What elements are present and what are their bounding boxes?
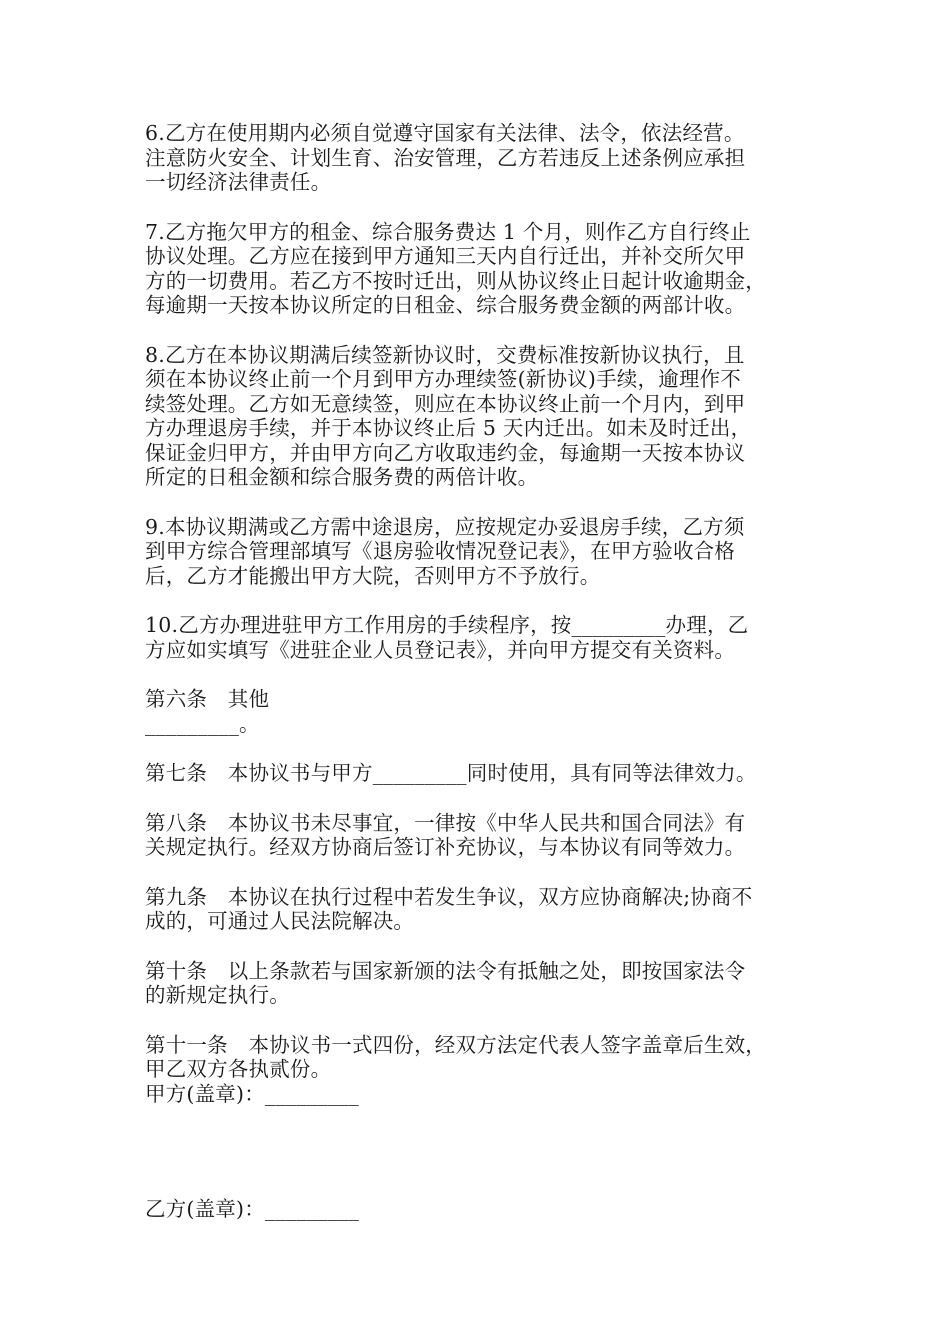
article-6-other: 第六条 其他 _________。 [145,687,270,736]
party-b-signature: 乙方(盖章)：_________ [145,1197,359,1221]
clause-8: 8.乙方在本协议期满后续签新协议时，交费标准按新协议执行，且 须在本协议终止前一个月到甲方办理续签(新协议)手续，逾理作不 续签处理。乙方如无意续签，则应在本协议终止前一个月内，到甲 方办理退房手续，并于本协议终止后 5 天内迁出。如未及时迁出， 保证金归甲方，并由甲方向乙方收取违约金，每逾期一天按本协议 所定的日租金额和综合服务费的两倍计收。 [145,342,752,489]
clause-7: 7.乙方拖欠甲方的租金、综合服务费达 1 个月，则作乙方自行终止 协议处理。乙方应在接到甲方通知三天内自行迁出，并补交所欠甲 方的一切费用。若乙方不按时迁出，则从协议终止日起计收逾期金， 每逾期一天按本协议所定的日租金、综合服务费金额的两部计收。 [145,219,766,317]
article-7: 第七条 本协议书与甲方_________同时使用，具有同等法律效力。 [145,761,757,785]
party-a-signature: 甲方(盖章)：_________ [145,1081,359,1106]
clause-9: 9.本协议期满或乙方需中途退房，应按规定办妥退房手续，乙方须 到甲方综合管理部填写《退房验收情况登记表》，在甲方验收合格 后，乙方才能搬出甲方大院，否则甲方不予放行。 [145,514,745,588]
article-10: 第十条 以上条款若与国家新颁的法令有抵触之处，即按国家法令 的新规定执行。 [145,958,746,1007]
article-11: 第十一条 本协议书一式四份，经双方法定代表人签字盖章后生效， 甲乙双方各执贰份。 [145,1032,766,1081]
article-8: 第八条 本协议书未尽事宜，一律按《中华人民共和国合同法》有 关规定执行。经双方协商后签订补充协议，与本协议有同等效力。 [145,810,746,859]
article-9: 第九条 本协议在执行过程中若发生争议，双方应协商解决;协商不 成的，可通过人民法院解决。 [145,884,753,933]
clause-10: 10.乙方办理进驻甲方工作用房的手续程序，按_________办理，乙 方应如实填写《进驻企业人员登记表》，并向甲方提交有关资料。 [145,613,749,662]
clause-6: 6.乙方在使用期内必须自觉遵守国家有关法律、法令，依法经营。 注意防火安全、计划生育、治安管理，乙方若违反上述条例应承担 一切经济法律责任。 [145,121,746,194]
document-body [145,121,835,1106]
